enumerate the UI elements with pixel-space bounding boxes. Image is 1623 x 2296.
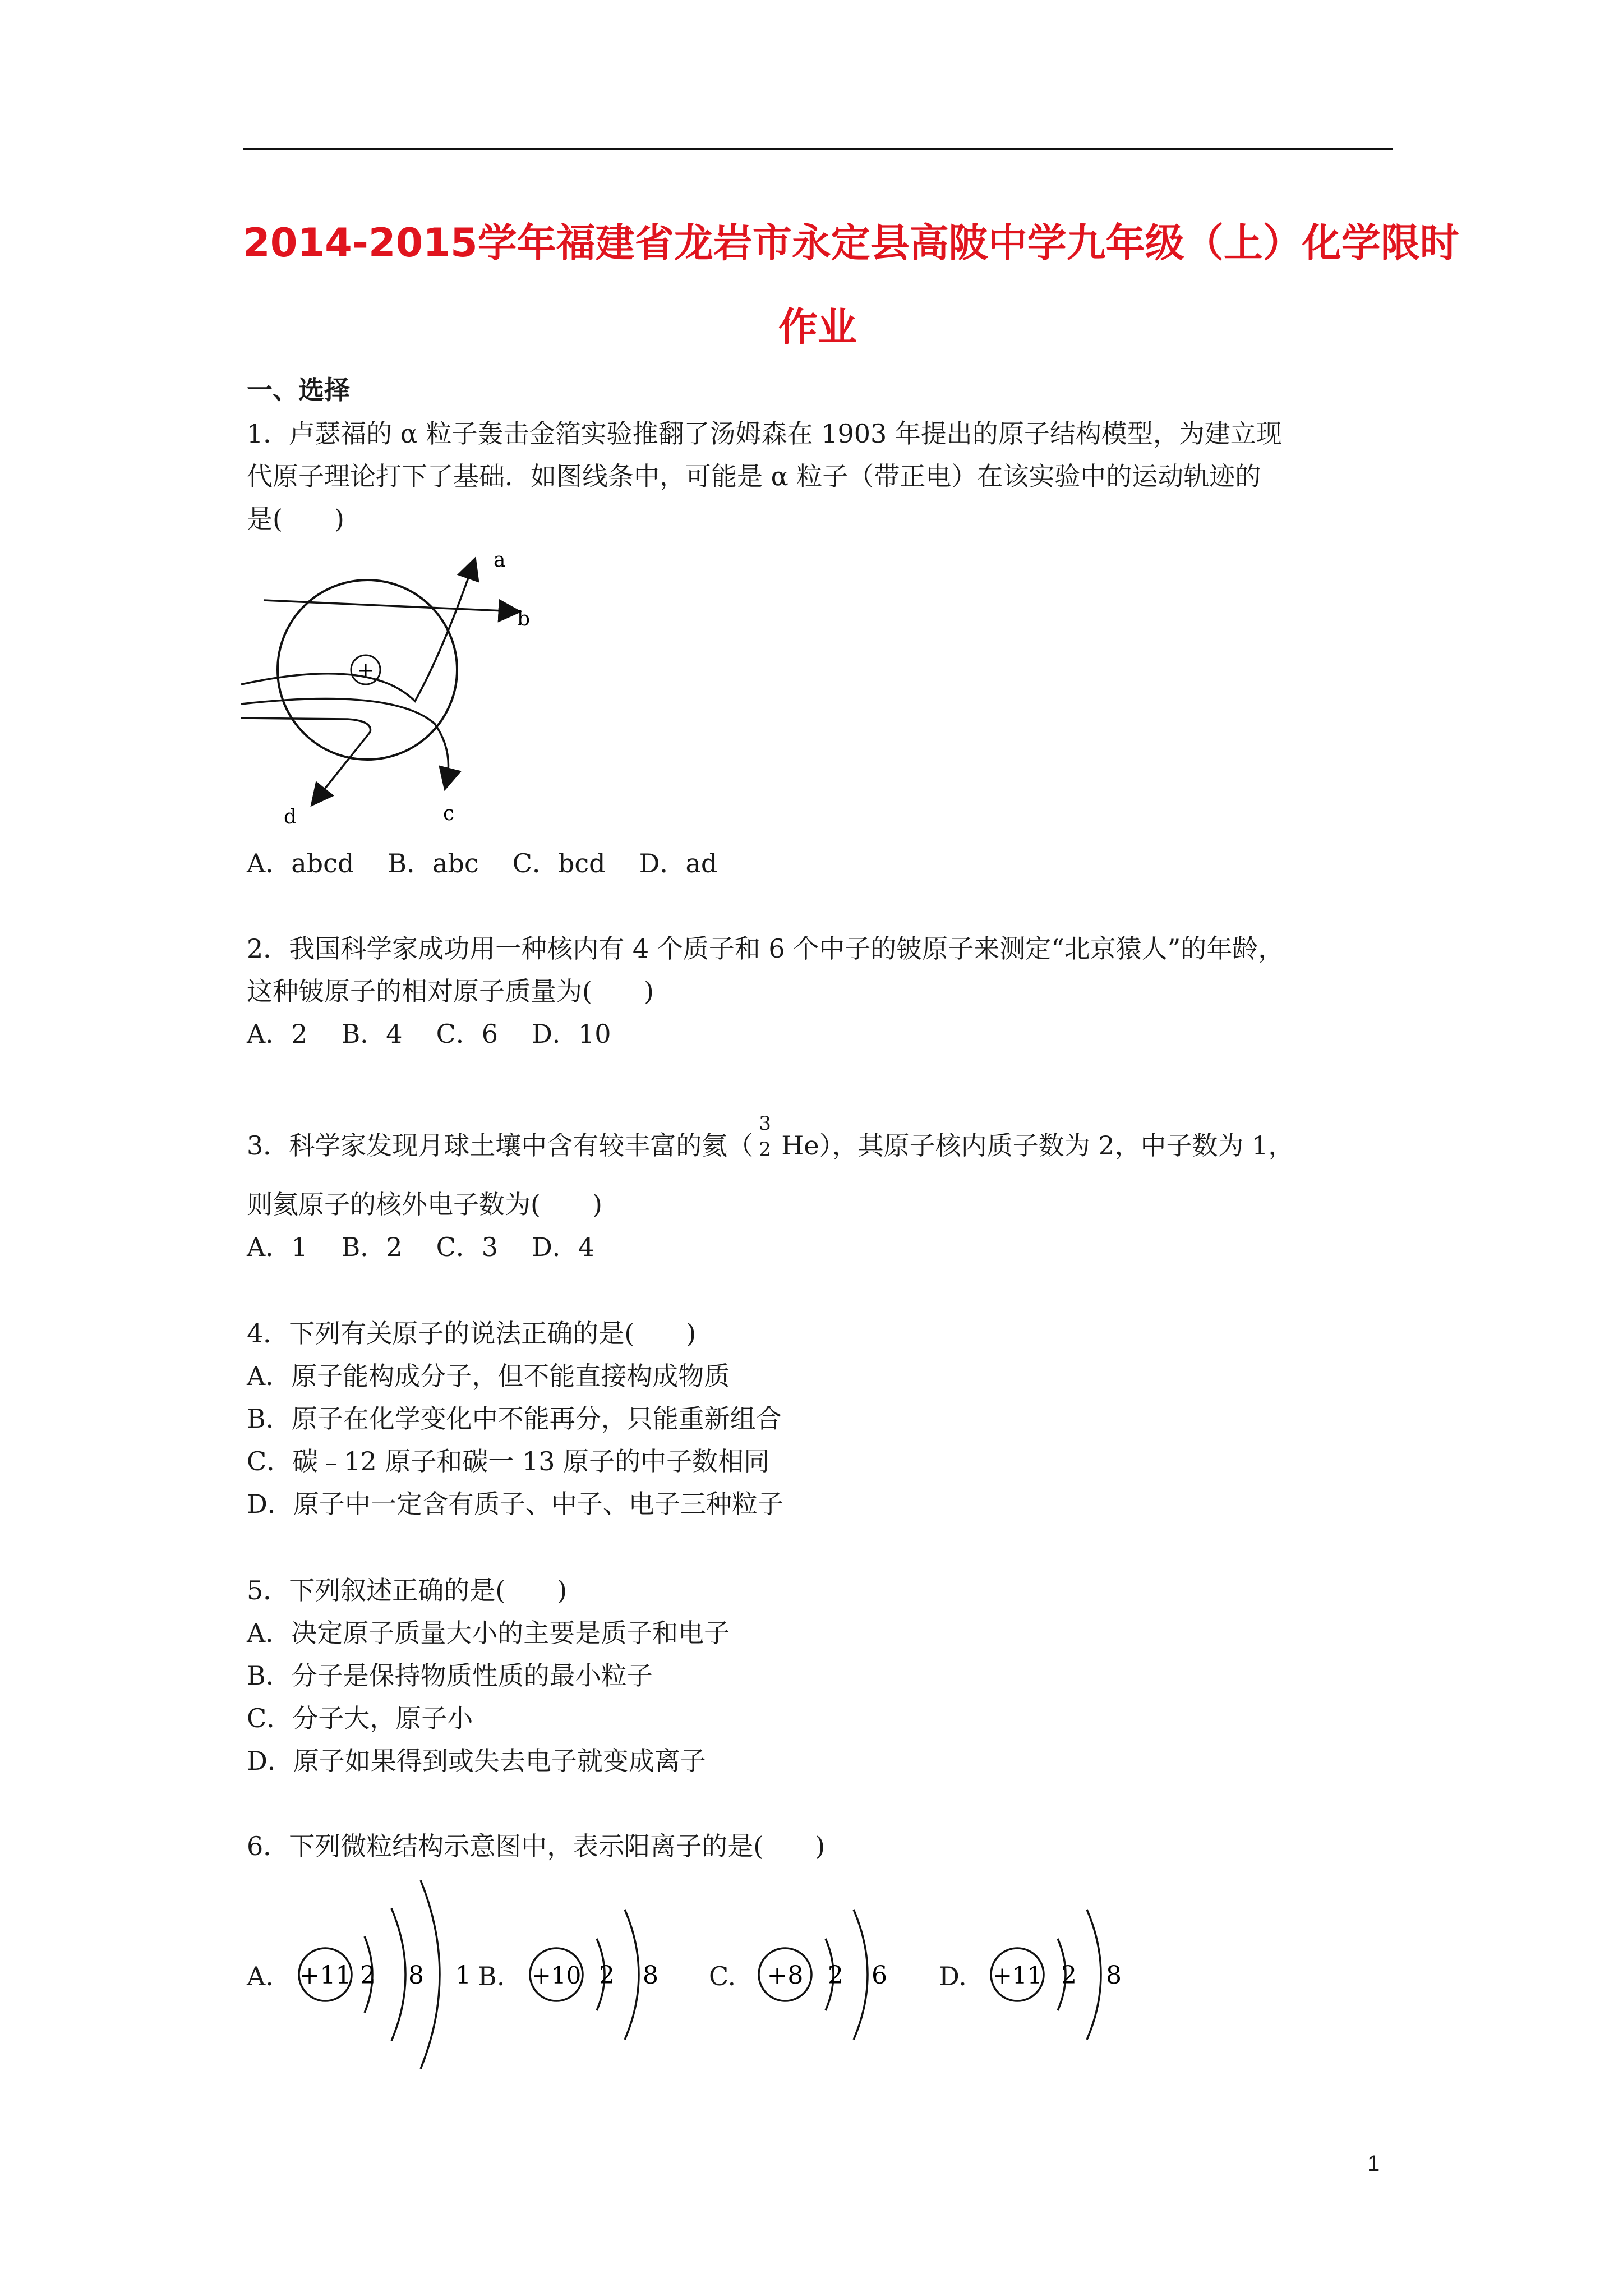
shell-electrons-2: 8 — [643, 1961, 658, 1990]
q5-option-d[interactable]: D．原子如果得到或失去电子就变成离子 — [247, 1746, 706, 1776]
q2-options — [247, 1021, 644, 1047]
helium-notation — [759, 1112, 778, 1161]
q6-diagram-b — [518, 1902, 670, 2047]
title-line-1: 2014-2015学年福建省龙岩市永定县高陂中学九年级（上）化学限时 — [243, 220, 1459, 266]
shell-electrons-2: 6 — [872, 1961, 887, 1990]
q6-option-a-label[interactable]: A. — [247, 1961, 274, 1991]
q6-diagram-a — [292, 1874, 482, 2076]
q3-stem-line-2: 则氦原子的核外电子数为( ) — [247, 1189, 602, 1220]
q5-stem: 5．下列叙述正确的是( ) — [247, 1575, 568, 1605]
q3-option-a[interactable]: A．1 — [247, 1232, 308, 1262]
q4-option-c[interactable]: C．碳﹣12 原子和碳一 13 原子的中子数相同 — [247, 1446, 770, 1476]
q4-option-d[interactable]: D．原子中一定含有质子、中子、电子三种粒子 — [247, 1489, 783, 1519]
shell-electrons-2: 8 — [408, 1961, 424, 1990]
q3-option-c[interactable]: C．3 — [436, 1232, 499, 1262]
q1-option-c[interactable]: C．bcd — [512, 848, 606, 878]
q4-option-b[interactable]: B．原子在化学变化中不能再分，只能重新组合 — [247, 1404, 782, 1434]
q6-stem: 6．下列微粒结构示意图中，表示阳离子的是( ) — [247, 1831, 826, 1861]
label-b: b — [517, 608, 531, 631]
trajectory-d — [241, 718, 371, 802]
q6-diagram-c — [751, 1902, 903, 2047]
q3-options — [247, 1234, 628, 1260]
nucleus-sign: + — [357, 658, 375, 683]
shell-electrons-1: 2 — [1061, 1961, 1077, 1990]
q2-stem-line-1: 2．我国科学家成功用一种核内有 4 个质子和 6 个中子的铍原子来测定“北京猿人”的年龄， — [247, 933, 1284, 964]
q5-option-a[interactable]: A．决定原子质量大小的主要是质子和电子 — [247, 1618, 730, 1648]
q6-option-b-label[interactable]: B. — [478, 1961, 505, 1991]
q2-stem-line-2: 这种铍原子的相对原子质量为( ) — [247, 976, 654, 1006]
header-rule — [243, 148, 1393, 150]
q3-stem-prefix: 3．科学家发现月球土壤中含有较丰富的氦（ — [247, 1130, 754, 1161]
q1-stem-line-3: 是( ) — [247, 504, 344, 534]
q3-option-b[interactable]: B．2 — [341, 1232, 403, 1262]
q6-option-c-label[interactable]: C. — [709, 1961, 736, 1991]
nucleus-charge: +8 — [767, 1961, 804, 1990]
q3-option-d[interactable]: D．4 — [532, 1232, 595, 1262]
q2-option-d[interactable]: D．10 — [532, 1019, 611, 1049]
shell-electrons-3: 1 — [455, 1961, 471, 1990]
shell-electrons-2: 8 — [1106, 1961, 1122, 1990]
nucleus-charge: +11 — [992, 1962, 1043, 1989]
q2-option-b[interactable]: B．4 — [341, 1019, 403, 1049]
q2-option-a[interactable]: A．2 — [247, 1019, 308, 1049]
electron-shell-2 — [625, 1910, 639, 2040]
q4-option-a[interactable]: A．原子能构成分子，但不能直接构成物质 — [247, 1361, 730, 1391]
label-a: a — [494, 549, 506, 572]
electron-shell-2 — [1087, 1910, 1101, 2040]
q1-option-d[interactable]: D．ad — [639, 848, 718, 878]
helium-symbol: He — [781, 1130, 819, 1161]
helium-mass-number: 3 — [759, 1112, 771, 1135]
section-heading: 一、选择 — [247, 375, 350, 405]
title-line-2: 作业 — [778, 304, 857, 350]
q3-stem-line-1 — [247, 1112, 1294, 1161]
q1-stem-line-1: 1．卢瑟福的 α 粒子轰击金箔实验推翻了汤姆森在 1903 年提出的原子结构模型，为建立现 — [247, 418, 1282, 449]
shell-electrons-1: 2 — [360, 1961, 376, 1990]
q5-option-c[interactable]: C．分子大，原子小 — [247, 1703, 473, 1733]
helium-atomic-number: 2 — [759, 1138, 771, 1161]
q6-diagram-d — [981, 1902, 1138, 2047]
rutherford-figure — [241, 539, 544, 830]
label-d: d — [284, 806, 297, 829]
electron-shell-2 — [854, 1910, 868, 2040]
q3-stem-suffix: ），其原子核内质子数为 2，中子数为 1， — [819, 1130, 1294, 1161]
q1-stem-line-2: 代原子理论打下了基础．如图线条中，可能是 α 粒子（带正电）在该实验中的运动轨迹的 — [247, 461, 1261, 491]
nucleus-charge: +11 — [299, 1961, 352, 1990]
q5-option-b[interactable]: B．分子是保持物质性质的最小粒子 — [247, 1660, 653, 1691]
electron-shell-2 — [391, 1908, 405, 2041]
q2-option-c[interactable]: C．6 — [436, 1019, 499, 1049]
q1-option-a[interactable]: A．abcd — [247, 848, 354, 878]
q1-options — [247, 850, 751, 876]
q4-stem: 4．下列有关原子的说法正确的是( ) — [247, 1318, 697, 1349]
trajectory-c — [241, 699, 449, 785]
label-c: c — [443, 802, 455, 825]
q6-option-d-label[interactable]: D. — [939, 1961, 967, 1991]
page-number: 1 — [1367, 2151, 1380, 2176]
shell-electrons-1: 2 — [599, 1961, 615, 1990]
shell-electrons-1: 2 — [828, 1961, 843, 1990]
q1-option-b[interactable]: B．abc — [388, 848, 479, 878]
nucleus-charge: +10 — [531, 1962, 582, 1989]
